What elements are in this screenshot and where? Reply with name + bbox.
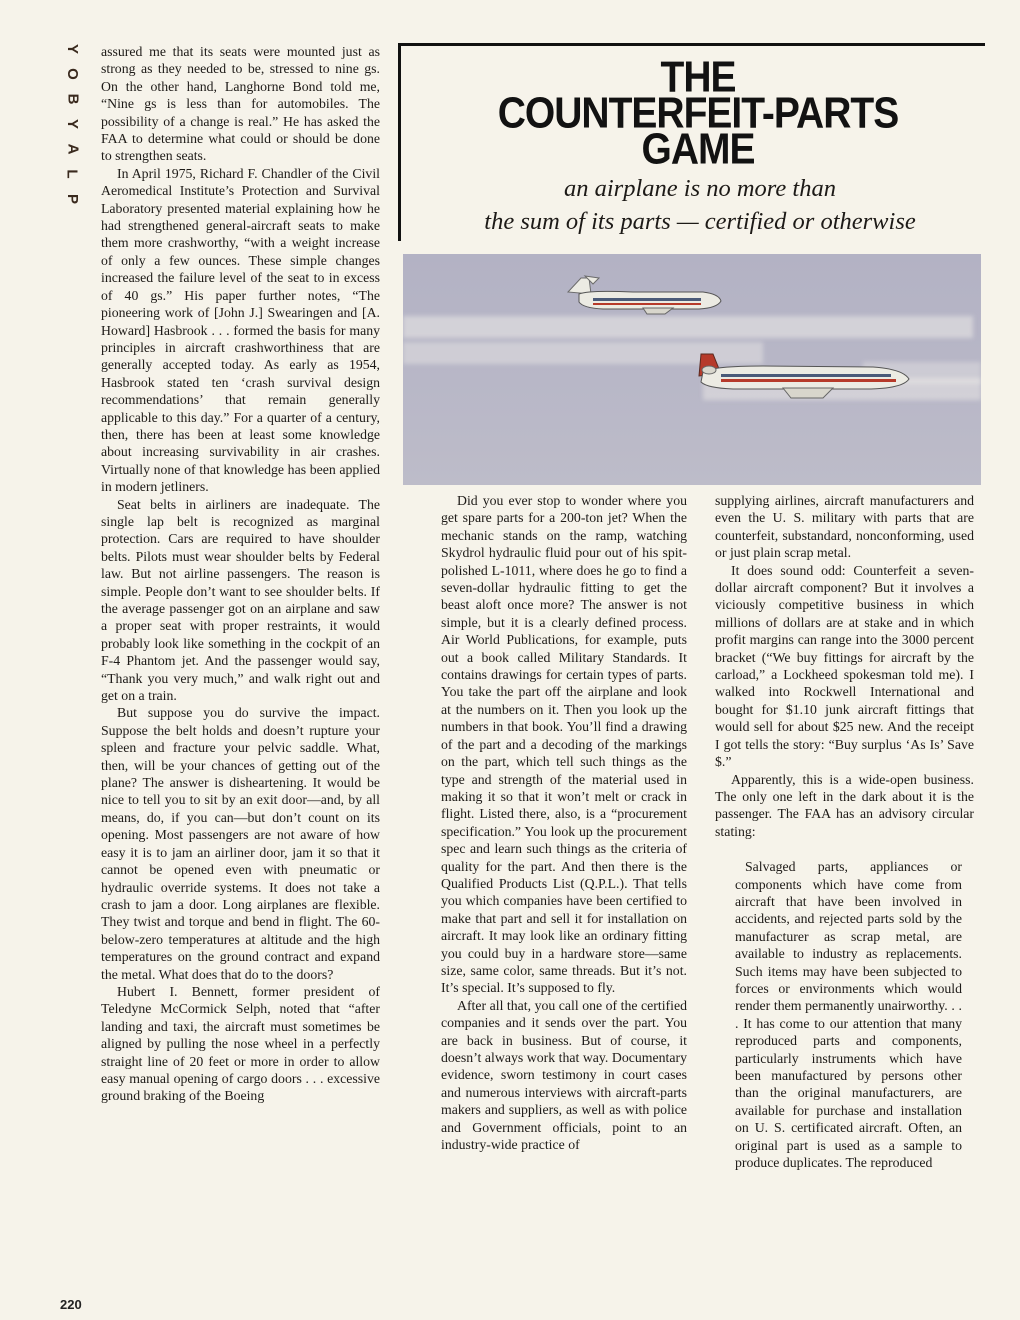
article-subtitle (420, 172, 980, 238)
masthead-letter: A (64, 143, 81, 155)
block-quote: Salvaged parts, appliances or components which have come from aircraft that have been involved in accidents, and rejected parts sold by the manufacturer as scrap metal, are available to industry as replacements. Such items may have been subjected to forces or environments which would render them permanently unairworthy. . . . It has come to our attention that many reproduced parts and components, particularly instruments which have been manufactured by persons other than the original manufacturers, are available for purchase and installation on U. S. certificated aircraft. Often, an original part is used as a sample to produce duplicates. The reproduced (735, 859, 962, 1171)
masthead-letter: P (63, 193, 81, 205)
article-title (398, 53, 998, 174)
paragraph: Hubert I. Bennett, former president of Teledyne McCormick Selph, noted that “after landing and taxi, the aircraft must sometimes be aligned by pulling the nose wheel in a perfectly straight line of 20 feet or more in order to allow easy manual opening of cargo doors . . . excessive ground braking of the Boeing (101, 983, 380, 1104)
masthead-letter: Y (63, 43, 81, 55)
paragraph: Seat belts in airliners are inadequate. The single lap belt is recognized as marginal protection. Cars are required to have shoulder belts. Pilots must wear shoulder belts by Federal law. But not airline passengers. The reason is simple. People don’t want to see shoulder belts. If the average passenger got on an airplane and saw a proper seat with proper restraints, it would probably look like something in the cockpit of an F-4 Phantom jet. And the passenger would say, “Thank you very much,” and walk right out and get on a train. (101, 496, 380, 704)
title-line: GAME (641, 125, 755, 174)
paragraph: After all that, you call one of the certified companies and it sends over the part. You are back in business. But of course, it doesn’t always work that way. Documentary evidence, sworn testimony in court cases and numerous interviews with aircraft-parts makers and suppliers, as well as with police and Government officials, point to an industry-wide practice of (441, 997, 687, 1153)
page-number: 220 (60, 1297, 82, 1312)
airplanes-illustration (403, 254, 981, 485)
middle-column (441, 492, 687, 1153)
right-column (715, 492, 974, 1171)
left-column (101, 43, 380, 1105)
subtitle-line: an airplane is no more than (564, 175, 836, 202)
masthead-letter: L (63, 169, 81, 179)
paragraph: But suppose you do survive the impact. Suppose the belt holds and doesn’t rupture your spleen and fracture your pelvic saddle. What, then, will be your chances of getting out of the plane? The answer is disheartening. It would be nice to tell you to sit by an exit door—and, by all means, do, if you can—but don’t count on its opening. Most passengers are not aware of how easy it is to jam an airliner door, jam it so that it cannot be opened even with pneumatic or hydraulic override systems. It does not take a crash to jam a door. Long airplanes are flexible. They twist and torque and bend in flight. The 60-below-zero temperatures at altitude and the high temperatures on the ground contract and expand the metal. What does that do to the doors? (101, 705, 380, 982)
masthead-letter: O (63, 68, 81, 80)
masthead-letter: B (64, 93, 81, 105)
title-line: COUNTERFEIT-PARTS (497, 89, 899, 138)
subtitle-line: the sum of its parts — certified or otherwise (484, 208, 916, 235)
paragraph: assured me that its seats were mounted just as strong as they needed to be, stressed to nine gs. On the other hand, Langhorne Bond told me, “Nine gs is less than for automobiles. The possibility of a change is real.” He has asked the FAA to determine what could or should be done to strengthen seats. (101, 44, 380, 164)
title-line: THE (660, 53, 736, 102)
paragraph: supplying airlines, aircraft manufacturers and even the U. S. military with parts that are counterfeit, substandard, nonconforming, used or just plain scrap metal. (715, 493, 974, 561)
magazine-masthead (58, 40, 86, 208)
paragraph: Did you ever stop to wonder where you get spare parts for a 200-ton jet? When the mechanic stands on the ramp, watching Skydrol hydraulic fluid pour out of his spit-polished L-1011, where does he go to find a seven-dollar hydraulic fitting to get the beast aloft once more? The answer is not simple, but it is a clearly defined process. Air World Publications, for example, puts out a book called Military Standards. It contains drawings for certain types of parts. You take the part off the airplane and look at the numbers on it. Then you look up the numbers in that book. You’ll find a drawing of the part and a decoding of the markings on the part, which tell such things as the type and strength of the material used in making it so that it won’t melt or crack in flight. Listed there, also, is a “procurement specification.” You look up the procurement spec and learn such things as the criteria of quality for the part. And then there is the Qualified Products List (Q.P.L.). That tells you which companies have been certified to make that part and sell it for installation on aircraft. It may look like an ordinary fitting you could buy in a hardware store—same size, same color, same threads. But it’s not. It’s special. It’s supposed to fly. (441, 493, 687, 996)
masthead-letter: Y (63, 118, 81, 130)
paragraph: In April 1975, Richard F. Chandler of the Civil Aeromedical Institute’s Protection and Survival Laboratory presented material explaining how he had strengthened general-aircraft seats to make them more crashworthy, “with a weight increase of only a few ounces. These simple changes increased the failure level of the seat to in excess of 40 gs.” His paper further notes, “The pioneering work of [John J.] Swearingen and [A. Howard] Hasbrook . . . formed the basis for many principles in aircraft crashworthiness that are generally accepted today. As early as 1954, Hasbrook stated ten ‘crash survival design recommendations’ that remain generally applicable to this day.” For a quarter of a century, then, there has been at least some knowledge about increasing survivability in air crashes. Virtually none of that knowledge has been applied in modern jetliners. (101, 165, 380, 495)
paragraph: It does sound odd: Counterfeit a seven-dollar aircraft component? But it involves a viciously competitive business in which millions of dollars are at stake and in which profit margins can range into the 3000 percent bracket (“We buy fittings for aircraft by the carload,” a Lockheed spokesman told me). I walked into Rockwell International and bought for $1.10 junk aircraft fittings that would sell for about $25 new. And the receipt I got tells the story: “Buy surplus ‘As Is’ Save $.” (715, 562, 974, 770)
paragraph: Apparently, this is a wide-open business. The only one left in the dark about it is the passenger. The FAA has an advisory circular stating: (715, 771, 974, 839)
jet-icon (403, 254, 981, 485)
